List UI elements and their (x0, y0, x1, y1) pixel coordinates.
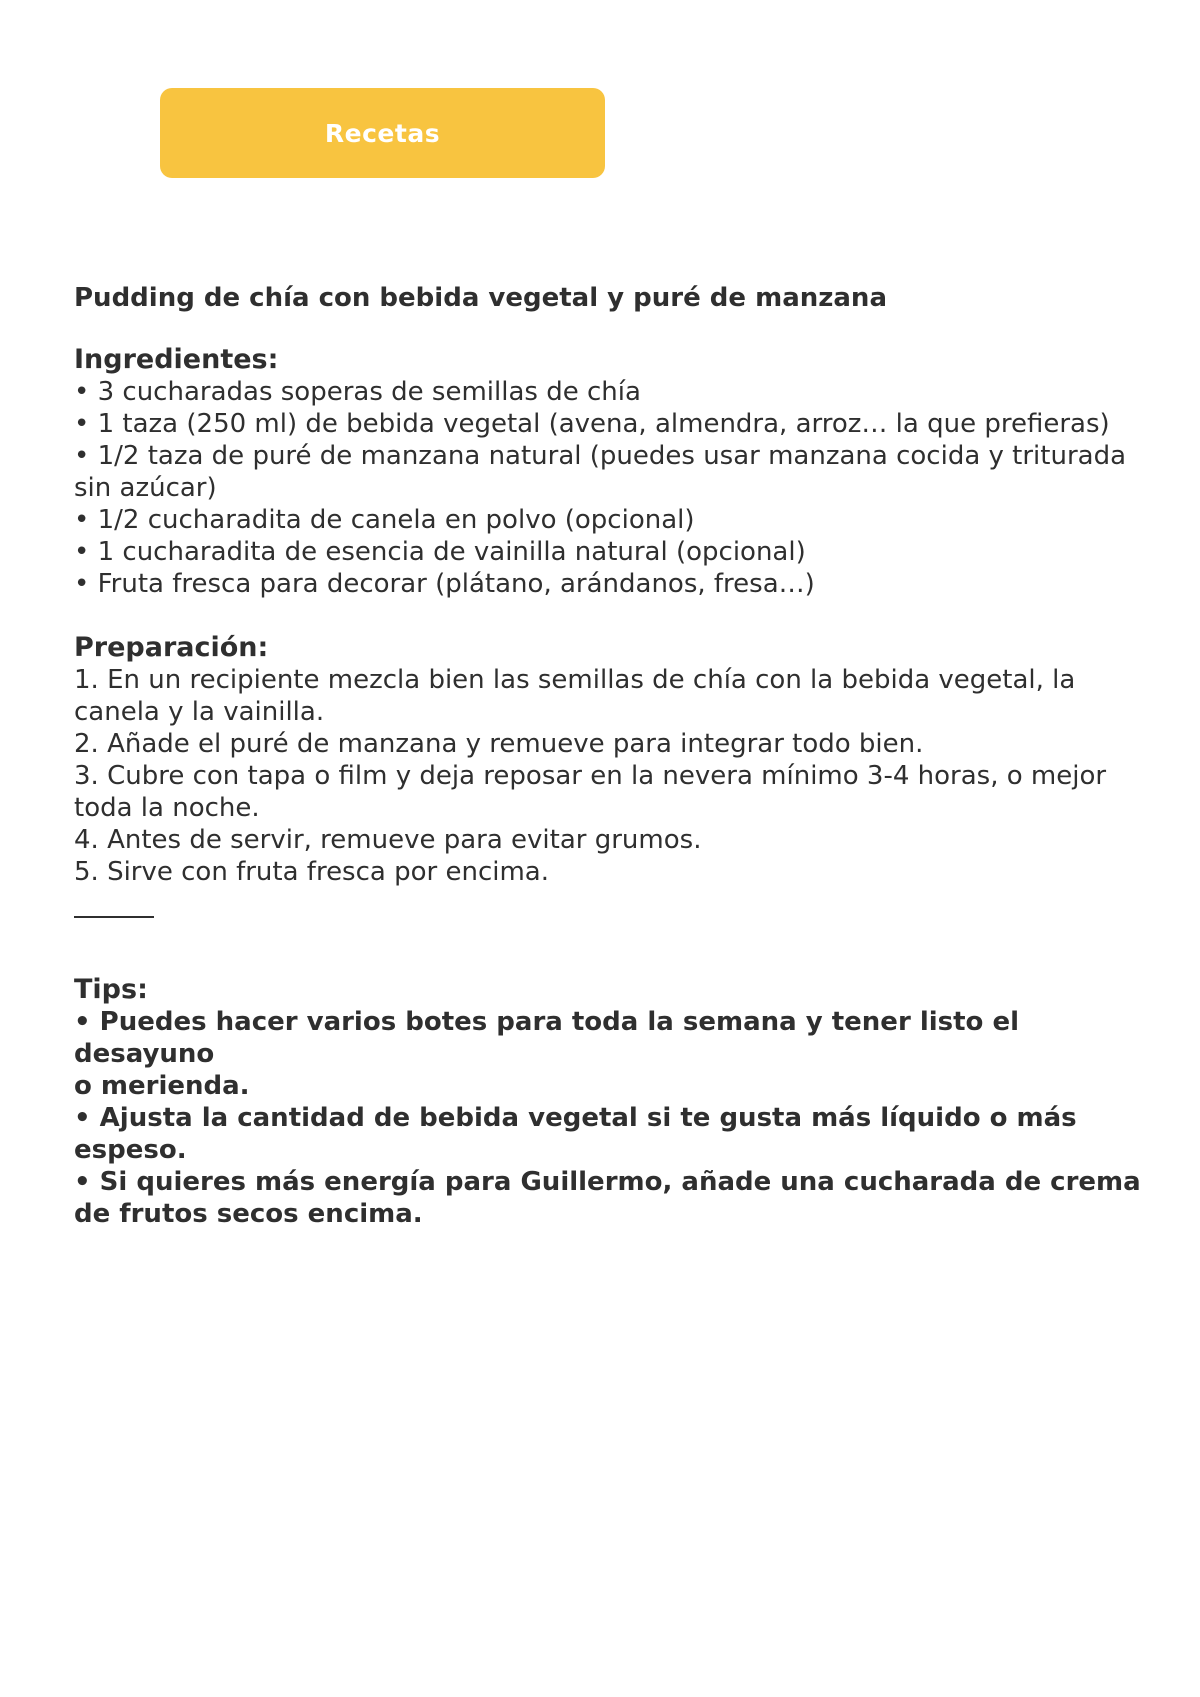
recipe-title: Pudding de chía con bebida vegetal y puré de manzana (74, 283, 887, 313)
tip-item: • Si quieres más energía para Guillermo, añade una cucharada de crema (74, 1167, 1141, 1197)
preparation-step-continuation: toda la noche. (74, 793, 260, 823)
ingredient-item: • Fruta fresca para decorar (plátano, arándanos, fresa…) (74, 569, 815, 599)
ingredient-item: • 3 cucharadas soperas de semillas de chía (74, 377, 641, 407)
recipe-content (74, 280, 1144, 1230)
preparation-step: 4. Antes de servir, remueve para evitar grumos. (74, 825, 702, 855)
recetas-badge-label: Recetas (324, 118, 441, 148)
tip-item: • Ajusta la cantidad de bebida vegetal si te gusta más líquido o más (74, 1103, 1077, 1133)
preparation-step-continuation: canela y la vainilla. (74, 697, 325, 727)
ingredients-heading: Ingredientes: (74, 344, 279, 375)
preparation-step: 5. Sirve con fruta fresca por encima. (74, 857, 549, 887)
ingredient-item: • 1/2 taza de puré de manzana natural (puedes usar manzana cocida y triturada (74, 441, 1127, 471)
preparation-step: 3. Cubre con tapa o film y deja reposar en la nevera mínimo 3-4 horas, o mejor (74, 761, 1107, 791)
ingredient-item: • 1/2 cucharadita de canela en polvo (opcional) (74, 505, 695, 535)
tip-item-continuation: o merienda. (74, 1071, 250, 1101)
ingredient-item: • 1 cucharadita de esencia de vainilla natural (opcional) (74, 537, 806, 567)
ingredient-item: • 1 taza (250 ml) de bebida vegetal (avena, almendra, arroz… la que prefieras) (74, 409, 1110, 439)
tip-item-continuation: de frutos secos encima. (74, 1199, 423, 1229)
preparation-steps (74, 664, 1144, 888)
preparation-step: 2. Añade el puré de manzana y remueve para integrar todo bien. (74, 729, 924, 759)
tips-list (74, 1006, 1144, 1230)
ingredient-item-continuation: sin azúcar) (74, 473, 217, 503)
preparation-step: 1. En un recipiente mezcla bien las semillas de chía con la bebida vegetal, la (74, 665, 1076, 695)
tip-item: • Puedes hacer varios botes para toda la semana y tener listo el desayuno (74, 1007, 1020, 1069)
tips-heading: Tips: (74, 974, 148, 1005)
preparation-heading: Preparación: (74, 632, 269, 663)
recetas-badge (160, 88, 605, 178)
tip-item-continuation: espeso. (74, 1135, 187, 1165)
ingredients-list (74, 376, 1144, 600)
